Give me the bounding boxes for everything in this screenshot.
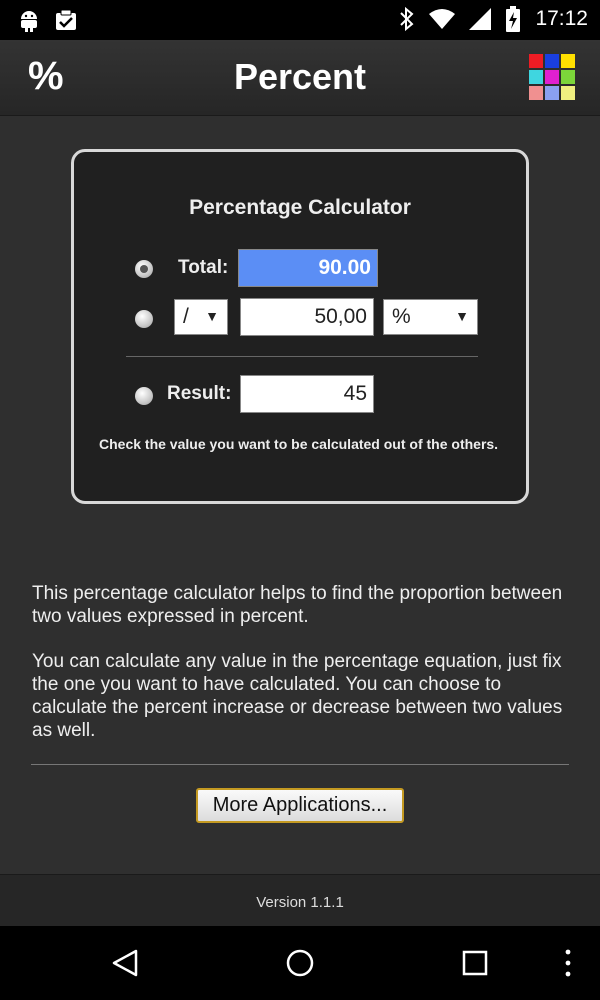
action-bar	[0, 40, 600, 116]
grid-cell	[545, 86, 559, 100]
operand-radio[interactable]	[135, 310, 153, 328]
app-title: Percent	[233, 56, 367, 97]
hint-text: Check the value you want to be calculated out of the others.	[99, 436, 499, 452]
android-icon	[18, 8, 40, 32]
grid-cell	[545, 70, 559, 84]
operand-input[interactable]: 50,00	[240, 298, 374, 336]
grid-cell	[561, 70, 575, 84]
recents-icon[interactable]	[461, 948, 489, 978]
operator-value: /	[183, 305, 189, 328]
battery-charging-icon	[505, 6, 521, 32]
clipboard-check-icon	[54, 8, 78, 32]
grid-cell	[545, 54, 559, 68]
unit-value: %	[392, 305, 411, 328]
result-input[interactable]: 45	[240, 375, 374, 413]
home-icon[interactable]	[285, 948, 315, 978]
operator-select[interactable]	[174, 299, 228, 335]
percent-app-icon[interactable]: %	[28, 54, 64, 98]
back-icon[interactable]	[110, 948, 140, 978]
grid-cell	[561, 86, 575, 100]
calculator-title: Percentage Calculator	[189, 196, 411, 219]
grid-cell	[529, 86, 543, 100]
footer	[0, 874, 600, 926]
version-text: Version 1.1.1	[256, 894, 344, 911]
chevron-down-icon: ▼	[205, 308, 219, 324]
total-input[interactable]: 90.00	[238, 249, 378, 287]
wifi-icon	[429, 8, 455, 30]
calculator-panel	[71, 149, 529, 504]
navigation-bar	[0, 926, 600, 1000]
signal-icon	[469, 8, 491, 30]
result-radio[interactable]	[135, 387, 153, 405]
bluetooth-icon	[399, 6, 415, 32]
result-label: Result:	[167, 383, 232, 404]
chevron-down-icon: ▼	[455, 308, 469, 324]
more-apps-grid-icon[interactable]	[529, 54, 575, 100]
description-paragraph-2: You can calculate any value in the percentage equation, just fix the one you want to have calculated. You can choose to calculate the percent increase or decrease between two values as well.	[32, 651, 563, 741]
more-applications-button[interactable]: More Applications...	[196, 788, 404, 823]
divider	[126, 356, 478, 357]
clock: 17:12	[535, 7, 588, 30]
description-paragraph-1: This percentage calculator helps to find the proportion between two values expressed in percent.	[32, 583, 563, 627]
total-label: Total:	[178, 257, 229, 278]
total-radio[interactable]	[135, 260, 153, 278]
unit-select[interactable]	[383, 299, 478, 335]
overflow-icon[interactable]	[562, 948, 574, 978]
divider	[31, 764, 569, 765]
grid-cell	[561, 54, 575, 68]
grid-cell	[529, 70, 543, 84]
grid-cell	[529, 54, 543, 68]
status-bar	[0, 0, 600, 40]
